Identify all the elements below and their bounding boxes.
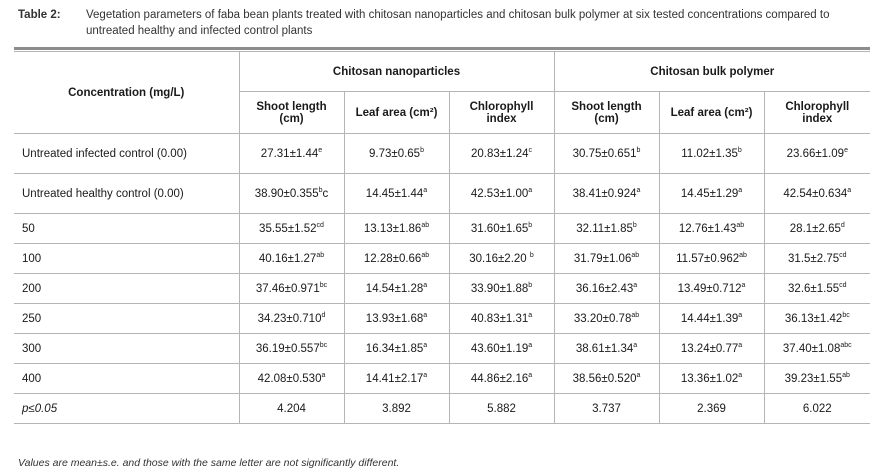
significance-letter: b xyxy=(420,147,424,155)
table-cell xyxy=(659,364,764,394)
cell-value: 31.5±2.75 xyxy=(788,252,840,265)
significance-letter: a xyxy=(636,187,641,195)
significance-letter: a xyxy=(528,187,533,195)
table-cell xyxy=(239,334,344,364)
table-row xyxy=(14,364,870,394)
significance-letter: ab xyxy=(739,252,747,260)
cell-value: 33.90±1.88 xyxy=(470,282,529,295)
table-row xyxy=(14,274,870,304)
row-label: Untreated healthy control (0.00) xyxy=(14,174,239,214)
table-row xyxy=(14,304,870,334)
table-cell xyxy=(764,364,870,394)
significance-letter: a xyxy=(528,342,533,350)
significance-letter: a xyxy=(847,187,852,195)
significance-letter: b xyxy=(529,252,534,260)
table-footnote: Values are mean±s.e. and those with the same letter are not significantly different. xyxy=(18,457,400,469)
cell-value: 11.57±0.962 xyxy=(676,252,740,265)
cell-value: 2.369 xyxy=(697,402,726,415)
cell-value: 42.08±0.530 xyxy=(257,372,322,385)
cell-value: 13.36±1.02 xyxy=(680,372,739,385)
table-cell xyxy=(449,304,554,334)
cell-value: 13.13±1.86 xyxy=(363,222,422,235)
cell-suffix: c xyxy=(322,187,329,200)
table-cell xyxy=(239,244,344,274)
significance-letter: d xyxy=(840,222,845,230)
significance-letter: a xyxy=(528,372,533,380)
table-cell xyxy=(344,244,449,274)
cell-value: 14.45±1.29 xyxy=(680,187,739,200)
table-cell xyxy=(344,174,449,214)
cell-value: 36.19±0.557 xyxy=(255,342,320,355)
cell-value: 14.54±1.28 xyxy=(365,282,424,295)
row-label: p≤0.05 xyxy=(14,394,239,424)
cell-value: 14.44±1.39 xyxy=(680,312,739,325)
significance-letter: cd xyxy=(839,252,847,260)
table-cell xyxy=(554,364,659,394)
significance-letter: b xyxy=(318,187,323,195)
table-title: Vegetation parameters of faba bean plants treated with chitosan nanoparticles and chitosan bulk polymer at six tested concentrations compared to untreated healthy and infected control plants xyxy=(86,9,830,37)
cell-value: 14.41±2.17 xyxy=(365,372,424,385)
cell-value: 3.737 xyxy=(592,402,621,415)
table-cell xyxy=(764,274,870,304)
cell-value: 9.73±0.65 xyxy=(369,147,421,160)
table-row xyxy=(14,214,870,244)
cell-value: 31.79±1.06 xyxy=(573,252,632,265)
table-cell xyxy=(239,304,344,334)
cell-value: 42.53±1.00 xyxy=(470,187,529,200)
header-group-bulk-polymer: Chitosan bulk polymer xyxy=(554,52,870,92)
cell-value: 16.34±1.85 xyxy=(365,342,424,355)
table-cell xyxy=(659,174,764,214)
table-cell xyxy=(449,334,554,364)
significance-letter: a xyxy=(741,282,746,290)
table-cell xyxy=(344,394,449,424)
table-cell xyxy=(449,134,554,174)
significance-letter: a xyxy=(423,187,428,195)
significance-letter: a xyxy=(738,312,743,320)
table-cell xyxy=(449,174,554,214)
cell-value: 5.882 xyxy=(487,402,516,415)
table-cell xyxy=(239,134,344,174)
cell-value: 38.61±1.34 xyxy=(575,342,634,355)
cell-value: 13.24±0.77 xyxy=(680,342,739,355)
table-cell xyxy=(449,394,554,424)
table-cell xyxy=(449,244,554,274)
table-cell xyxy=(554,244,659,274)
significance-letter: a xyxy=(738,187,743,195)
table-cell xyxy=(449,274,554,304)
row-label: 50 xyxy=(14,214,239,244)
table-cell xyxy=(449,214,554,244)
significance-letter: a xyxy=(423,372,428,380)
cell-value: 40.83±1.31 xyxy=(470,312,529,325)
table-cell xyxy=(344,274,449,304)
cell-value: 38.56±0.520 xyxy=(572,372,637,385)
table-cell xyxy=(554,214,659,244)
significance-letter: b xyxy=(636,147,641,155)
cell-value: 12.76±1.43 xyxy=(678,222,737,235)
table-row xyxy=(14,244,870,274)
table-cell xyxy=(344,134,449,174)
table-cell xyxy=(764,134,870,174)
cell-value: 33.20±0.78 xyxy=(573,312,632,325)
table-cell xyxy=(239,274,344,304)
significance-letter: a xyxy=(633,282,638,290)
table-cell xyxy=(764,304,870,334)
row-label: 400 xyxy=(14,364,239,394)
significance-letter: ab xyxy=(631,252,640,260)
table-cell xyxy=(659,334,764,364)
cell-value: 34.23±0.710 xyxy=(257,312,322,325)
table-cell xyxy=(659,134,764,174)
cell-value: 3.892 xyxy=(382,402,411,415)
cell-value: 23.66±1.09 xyxy=(786,147,845,160)
table-cell xyxy=(554,134,659,174)
table-top-rule xyxy=(14,47,870,50)
table-label: Table 2: xyxy=(18,9,61,21)
header-subcolumn: Leaf area (cm²) xyxy=(659,92,764,134)
header-subcolumn: Leaf area (cm²) xyxy=(344,92,449,134)
table-cell xyxy=(239,394,344,424)
significance-letter: d xyxy=(321,312,326,320)
cell-value: 13.49±0.712 xyxy=(677,282,742,295)
table-cell xyxy=(344,334,449,364)
significance-letter: c xyxy=(528,147,532,155)
table-cell xyxy=(554,394,659,424)
significance-letter: ab xyxy=(421,252,430,260)
table-cell xyxy=(239,214,344,244)
cell-value: 13.93±1.68 xyxy=(365,312,424,325)
cell-value: 44.86±2.16 xyxy=(470,372,529,385)
cell-value: 30.75±0.651 xyxy=(572,147,637,160)
row-label: 100 xyxy=(14,244,239,274)
table-row xyxy=(14,174,870,214)
table-cell xyxy=(764,174,870,214)
significance-letter: a xyxy=(423,282,428,290)
significance-letter: b xyxy=(528,282,533,290)
table-cell xyxy=(449,364,554,394)
cell-value: 28.1±2.65 xyxy=(789,222,841,235)
cell-value: 32.6±1.55 xyxy=(788,282,840,295)
table-cell xyxy=(554,274,659,304)
significance-letter: bc xyxy=(842,312,850,320)
table-cell xyxy=(659,244,764,274)
significance-letter: a xyxy=(528,312,533,320)
table-cell xyxy=(554,304,659,334)
cell-value: 4.204 xyxy=(277,402,306,415)
table-row xyxy=(14,334,870,364)
cell-value: 36.13±1.42 xyxy=(784,312,843,325)
table-cell xyxy=(764,334,870,364)
significance-letter: b xyxy=(632,222,637,230)
table-cell xyxy=(344,214,449,244)
significance-letter: e xyxy=(318,147,323,155)
table-cell xyxy=(659,304,764,334)
significance-letter: bc xyxy=(319,342,328,350)
table-cell xyxy=(239,364,344,394)
table-row xyxy=(14,394,870,424)
cell-value: 37.46±0.971 xyxy=(255,282,320,295)
significance-letter: ab xyxy=(316,252,325,260)
significance-letter: a xyxy=(636,372,641,380)
table-cell xyxy=(764,244,870,274)
cell-value: 20.83±1.24 xyxy=(471,147,529,160)
data-table xyxy=(14,51,870,424)
significance-letter: a xyxy=(633,342,638,350)
cell-value: 12.28±0.66 xyxy=(363,252,422,265)
cell-value: 38.90±0.355 xyxy=(254,187,319,200)
significance-letter: a xyxy=(738,372,743,380)
table-cell xyxy=(554,334,659,364)
significance-letter: e xyxy=(844,147,848,155)
cell-value: 42.54±0.634 xyxy=(783,187,848,200)
significance-letter: ab xyxy=(631,312,640,320)
table-cell xyxy=(659,394,764,424)
significance-letter: b xyxy=(528,222,533,230)
cell-value: 43.60±1.19 xyxy=(470,342,529,355)
significance-letter: a xyxy=(321,372,326,380)
table-cell xyxy=(344,304,449,334)
cell-value: 14.45±1.44 xyxy=(365,187,424,200)
row-label: 250 xyxy=(14,304,239,334)
header-subcolumn: Chlorophyll index xyxy=(449,92,554,134)
table-row xyxy=(14,134,870,174)
cell-value: 37.40±1.08 xyxy=(782,342,841,355)
significance-letter: a xyxy=(738,342,743,350)
table-cell xyxy=(659,274,764,304)
header-concentration: Concentration (mg/L) xyxy=(14,52,239,134)
header-subcolumn: Shoot length (cm) xyxy=(554,92,659,134)
cell-value: 31.60±1.65 xyxy=(470,222,529,235)
table-cell xyxy=(764,394,870,424)
significance-letter: abc xyxy=(840,342,852,350)
cell-value: 6.022 xyxy=(802,402,832,415)
significance-letter: cd xyxy=(316,222,324,230)
cell-value: 40.16±1.27 xyxy=(258,252,317,265)
significance-letter: ab xyxy=(736,222,745,230)
cell-value: 39.23±1.55 xyxy=(784,372,843,385)
significance-letter: ab xyxy=(842,372,850,380)
table-cell xyxy=(659,214,764,244)
cell-value: 36.16±2.43 xyxy=(575,282,634,295)
row-label: 300 xyxy=(14,334,239,364)
table-cell xyxy=(344,364,449,394)
header-group-nanoparticles: Chitosan nanoparticles xyxy=(239,52,554,92)
significance-letter: cd xyxy=(839,282,847,290)
row-label: 200 xyxy=(14,274,239,304)
significance-letter: a xyxy=(423,312,428,320)
row-label: Untreated infected control (0.00) xyxy=(14,134,239,174)
cell-value: 38.41±0.924 xyxy=(572,187,637,200)
cell-value: 32.11±1.85 xyxy=(576,222,633,235)
cell-value: 27.31±1.44 xyxy=(260,147,319,160)
significance-letter: a xyxy=(423,342,428,350)
significance-letter: b xyxy=(737,147,742,155)
significance-letter: bc xyxy=(319,282,328,290)
table-cell xyxy=(554,174,659,214)
table-cell xyxy=(764,214,870,244)
header-subcolumn: Shoot length (cm) xyxy=(239,92,344,134)
header-subcolumn: Chlorophyll index xyxy=(764,92,870,134)
cell-value: 35.55±1.52 xyxy=(259,222,317,235)
significance-letter: ab xyxy=(421,222,430,230)
cell-value: 30.16±2.20 xyxy=(469,252,530,265)
table-cell xyxy=(239,174,344,214)
cell-value: 11.02±1.35 xyxy=(681,147,738,160)
